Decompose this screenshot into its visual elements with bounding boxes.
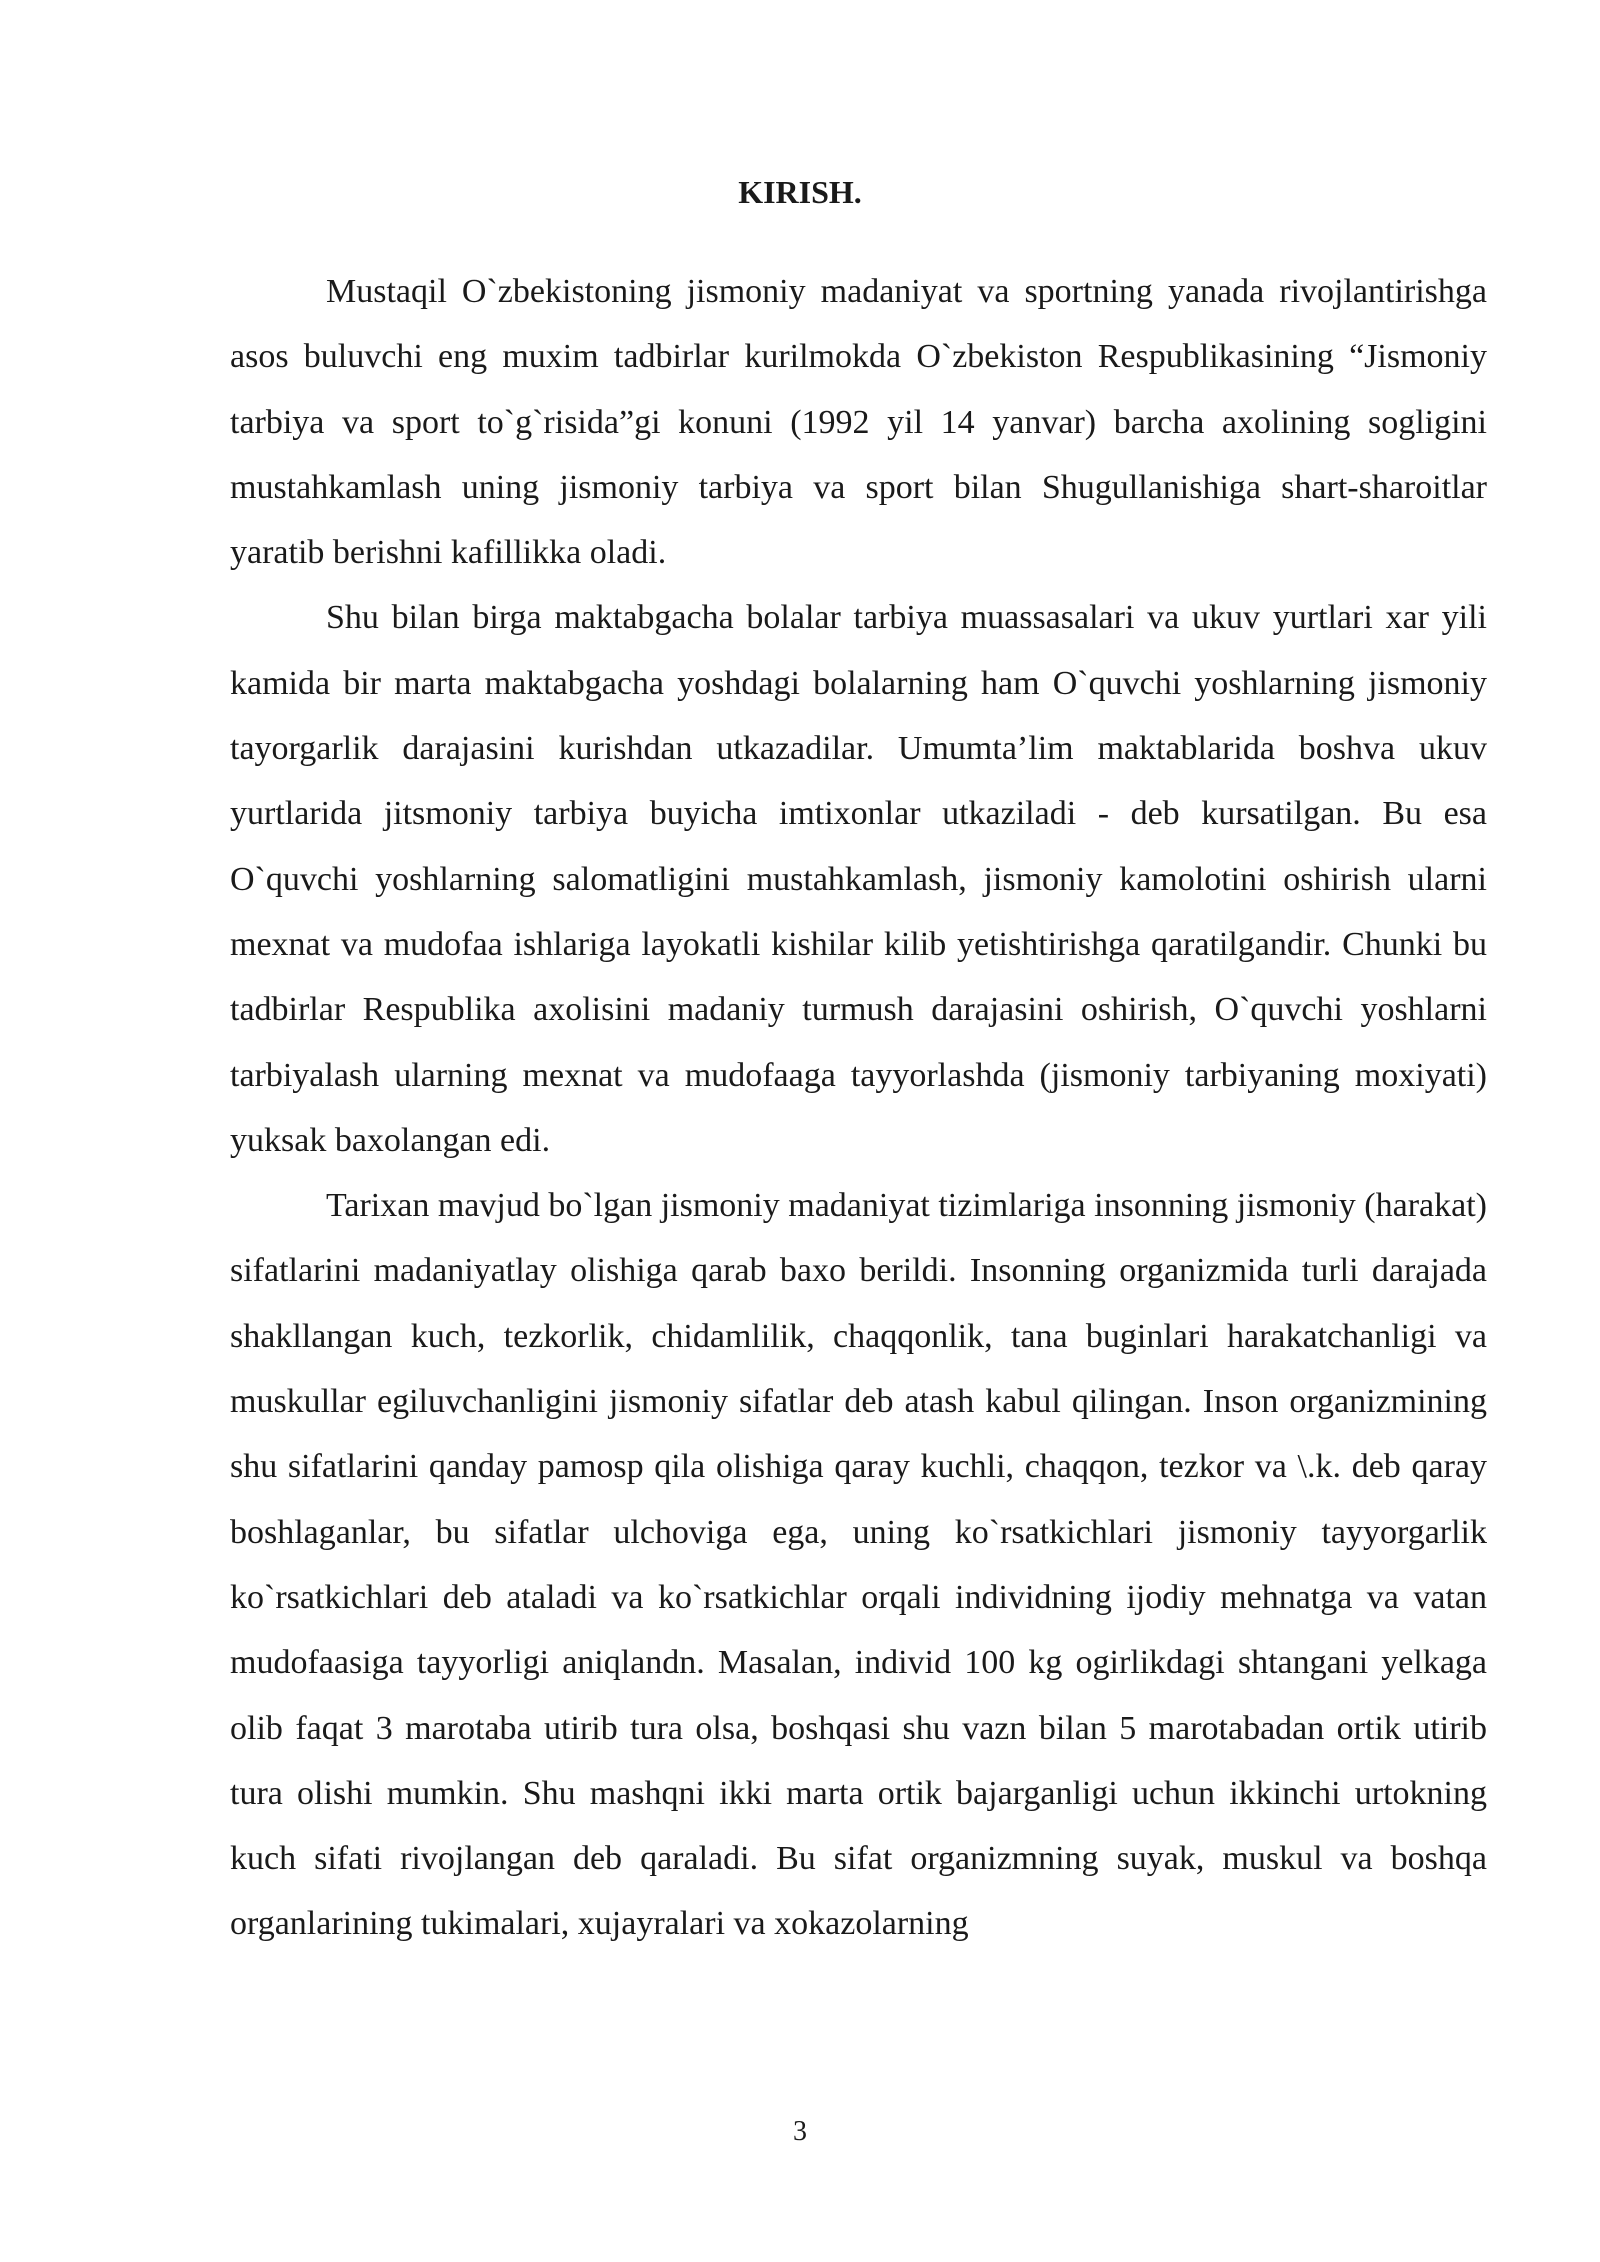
body-text	[230, 259, 1487, 1957]
section-title: KIRISH.	[738, 174, 862, 210]
paragraph-2: Shu bilan birga maktabgacha bolalar tarbiya muassasalari va ukuv yurtlari xar yili kamida bir marta maktabgacha yoshdagi bolalarning ham O`quvchi yoshlarning jismoniy tayorgarlik darajasini kurishdan utkazadilar. Umumta’lim maktablarida boshva ukuv yurtlarida jitsmoniy tarbiya buyicha imtixonlar utkaziladi - deb kursatilgan. Bu esa O`quvchi yoshlarning salomatligini mustahkamlash, jismoniy kamolotini oshirish ularni mexnat va mudofaa ishlariga layokatli kishilar kilib yetishtirishga qaratilgandir. Chunki bu tadbirlar Respublika axolisini madaniy turmush darajasini oshirish, O`quvchi yoshlarni tarbiyalash ularning mexnat va mudofaaga tayyorlashda (jismoniy tarbiyaning moxiyati) yuksak baxolangan edi.	[230, 599, 1487, 1159]
paragraph-1: Mustaqil O`zbekistoning jismoniy madaniyat va sportning yanada rivojlantirishga asos buluvchi eng muxim tadbirlar kurilmokda O`zbekiston Respublikasining “Jismoniy tarbiya va sport to`g`risida”gi konuni (1992 yil 14 yanvar) barcha axolining sogligini mustahkamlash uning jismoniy tarbiya va sport bilan Shugullanishiga shart-sharoitlar yaratib berishni kafillikka oladi.	[230, 273, 1487, 572]
page-number: 3	[793, 2116, 807, 2147]
paragraph-3: Tarixan mavjud bo`lgan jismoniy madaniyat tizimlariga insonning jismoniy (harakat) sifatlarini madaniyatlay olishiga qarab baxo berildi. Insonning organizmida turli darajada shakllangan kuch, tezkorlik, chidamlilik, chaqqonlik, tana buginlari harakatchanligi va muskullar egiluvchanligini jismoniy sifatlar deb atash kabul qilingan. Inson organizmining shu sifatlarini qanday pamosp qila olishiga qaray kuchli, chaqqon, tezkor va \.k. deb qaray boshlaganlar, bu sifatlar ulchoviga ega, uning ko`rsatkichlari jismoniy tayyorgarlik ko`rsatkichlari deb ataladi va ko`rsatkichlar orqali individning ijodiy mehnatga va vatan mudofaasiga tayyorligi aniqlandn. Masalan, individ 100 kg ogirlikdagi shtangani yelkaga olib faqat 3 marotaba utirib tura olsa, boshqasi shu vazn bilan 5 marotabadan ortik utirib tura olishi mumkin. Shu mashqni ikki marta ortik bajarganligi uchun ikkinchi urtokning kuch sifati rivojlangan deb qaraladi. Bu sifat organizmning suyak, muskul va boshqa organlarining tukimalari, xujayralari va xokazolarning	[230, 1187, 1487, 1943]
